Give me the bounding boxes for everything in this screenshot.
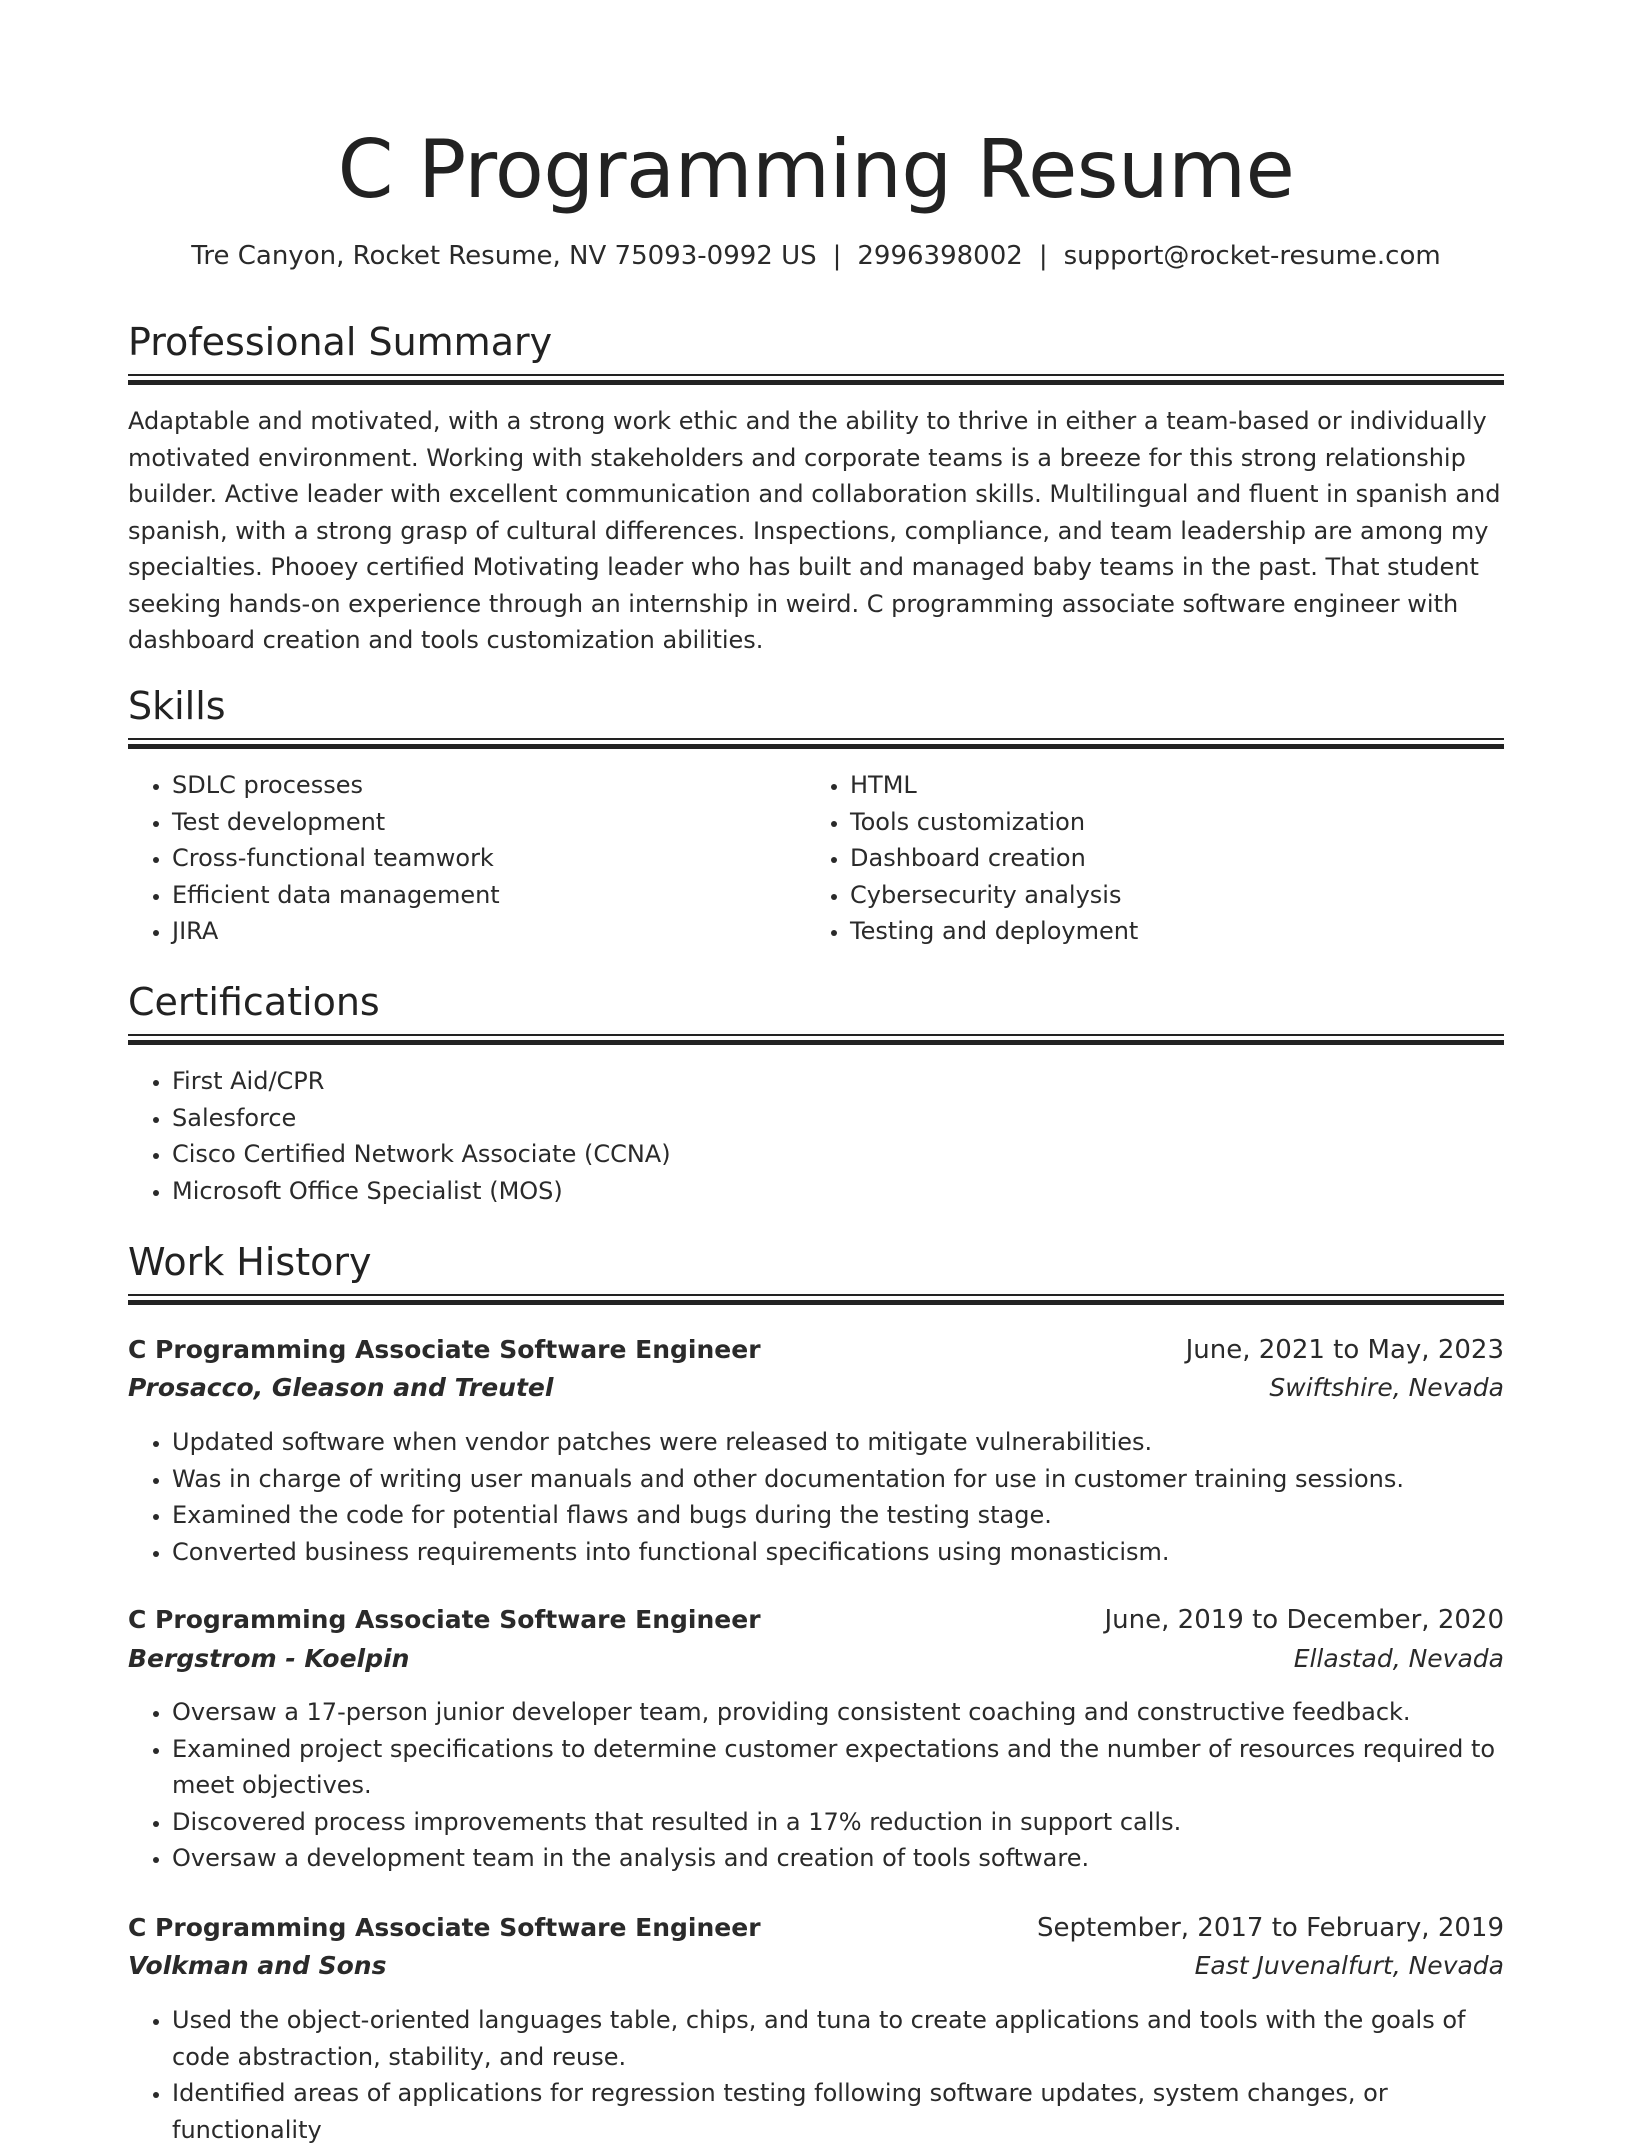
section-divider bbox=[128, 1034, 1504, 1044]
skills-list-right bbox=[806, 767, 1504, 950]
certifications-list bbox=[128, 1063, 1504, 1209]
section-heading-work-history: Work History bbox=[128, 1240, 372, 1284]
skill-item: • Cybersecurity analysis bbox=[850, 877, 1504, 914]
contact-line bbox=[128, 238, 1504, 274]
skill-item: • Dashboard creation bbox=[850, 840, 1504, 877]
job-dates: June, 2019 to December, 2020 bbox=[1104, 1605, 1504, 1635]
contact-address: Tre Canyon, Rocket Resume, NV 75093-0992 US bbox=[191, 241, 817, 271]
resume-title: C Programming Resume bbox=[337, 123, 1295, 216]
job-title: C Programming Associate Software Engineer bbox=[128, 1605, 761, 1634]
job-bullet: • Examined the code for potential flaws and bugs during the testing stage. bbox=[172, 1497, 1504, 1534]
section-heading-summary: Professional Summary bbox=[128, 320, 553, 364]
section-divider bbox=[128, 738, 1504, 748]
skill-item: • Cross-functional teamwork bbox=[172, 840, 802, 877]
certification-item: • Microsoft Office Specialist (MOS) bbox=[172, 1173, 1504, 1210]
job-bullets bbox=[128, 1424, 1504, 1570]
job-location: Swiftshire, Nevada bbox=[1269, 1373, 1504, 1402]
job-bullets bbox=[128, 1694, 1504, 1877]
section-heading-certifications: Certifications bbox=[128, 980, 380, 1024]
skills-list-left bbox=[128, 767, 802, 950]
job-bullet: • Examined project specifications to determine customer expectations and the number of resources required to meet objectives. bbox=[172, 1731, 1504, 1804]
job-title: C Programming Associate Software Engineer bbox=[128, 1913, 761, 1942]
job-bullet: • Oversaw a 17-person junior developer team, providing consistent coaching and constructive feedback. bbox=[172, 1694, 1504, 1731]
contact-separator: | bbox=[832, 241, 842, 271]
job-company: Prosacco, Gleason and Treutel bbox=[128, 1373, 554, 1402]
contact-email: support@rocket-resume.com bbox=[1063, 241, 1441, 271]
job-dates: September, 2017 to February, 2019 bbox=[1037, 1913, 1504, 1943]
job-title: C Programming Associate Software Engineer bbox=[128, 1335, 761, 1364]
certification-item: • Salesforce bbox=[172, 1100, 1504, 1137]
skill-item: • Testing and deployment bbox=[850, 913, 1504, 950]
section-divider bbox=[128, 374, 1504, 384]
section-divider bbox=[128, 1294, 1504, 1304]
job-dates: June, 2021 to May, 2023 bbox=[1185, 1335, 1504, 1365]
skill-item: • Tools customization bbox=[850, 804, 1504, 841]
contact-separator: | bbox=[1038, 241, 1048, 271]
skill-item: • JIRA bbox=[172, 913, 802, 950]
contact-phone: 2996398002 bbox=[857, 241, 1023, 271]
skill-item: • Efficient data management bbox=[172, 877, 802, 914]
skill-item: • Test development bbox=[172, 804, 802, 841]
job-bullet: • Converted business requirements into functional specifications using monasticism. bbox=[172, 1534, 1504, 1571]
section-heading-skills: Skills bbox=[128, 684, 226, 728]
skill-item: • HTML bbox=[850, 767, 1504, 804]
job-bullet: • Identified areas of applications for regression testing following software updates, system changes, or functionality bbox=[172, 2075, 1504, 2148]
job-bullet: • Was in charge of writing user manuals and other documentation for use in customer training sessions. bbox=[172, 1461, 1504, 1498]
job-company: Volkman and Sons bbox=[128, 1951, 387, 1980]
job-location: Ellastad, Nevada bbox=[1293, 1644, 1504, 1673]
job-bullet: • Used the object-oriented languages table, chips, and tuna to create applications and tools with the goals of code abstraction, stability, and reuse. bbox=[172, 2002, 1504, 2075]
job-bullet: • Oversaw a development team in the analysis and creation of tools software. bbox=[172, 1840, 1504, 1877]
skill-item: • SDLC processes bbox=[172, 767, 802, 804]
job-location: East Juvenalfurt, Nevada bbox=[1194, 1951, 1504, 1980]
certification-item: • First Aid/CPR bbox=[172, 1063, 1504, 1100]
certification-item: • Cisco Certified Network Associate (CCNA) bbox=[172, 1136, 1504, 1173]
job-company: Bergstrom - Koelpin bbox=[128, 1644, 410, 1673]
job-bullet: • Discovered process improvements that resulted in a 17% reduction in support calls. bbox=[172, 1804, 1504, 1841]
summary-text: Adaptable and motivated, with a strong work ethic and the ability to thrive in either a team-based or individually motivated environment. Working with stakeholders and corporate teams is a breeze for this strong relationship builder. Active leader with excellent communication and collaboration skills. Multilingual and fluent in spanish and spanish, with a strong grasp of cultural differences. Inspections, compliance, and team leadership are among my specialties. Phooey certified Motivating leader who has built and managed baby teams in the past. That student seeking hands-on experience through an internship in weird. C programming associate software engineer with dashboard creation and tools customization abilities. bbox=[128, 407, 1501, 654]
job-bullet: • Updated software when vendor patches were released to mitigate vulnerabilities. bbox=[172, 1424, 1504, 1461]
job-bullets bbox=[128, 2002, 1504, 2148]
